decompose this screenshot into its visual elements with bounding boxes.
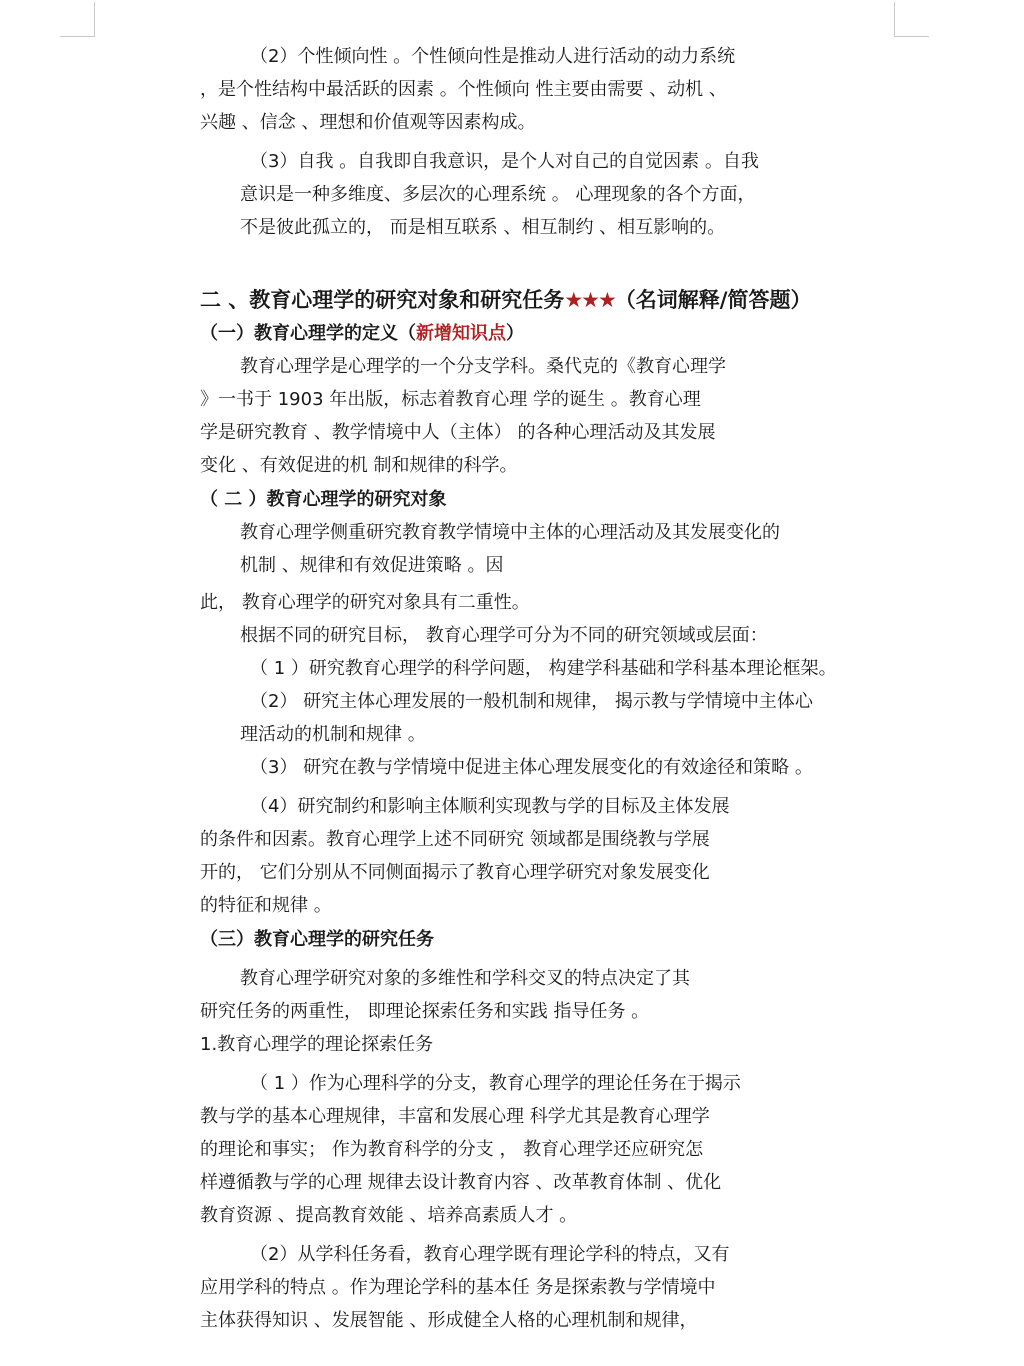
subsection-heading-definition: （一）教育心理学的定义（新增知识点） xyxy=(200,323,524,344)
importance-stars: ★★★ xyxy=(564,288,615,312)
paragraph-line: 不是彼此孤立的， 而是相互联系 、相互制约 、相互影响的。 xyxy=(240,217,726,238)
paragraph-line: （2）从学科任务看，教育心理学既有理论学科的特点，又有 xyxy=(250,1244,730,1265)
paragraph-line: 应用学科的特点 。作为理论学科的基本任 务是探索教与学情境中 xyxy=(200,1277,716,1298)
paragraph-line: 开的， 它们分别从不同侧面揭示了教育心理学研究对象发展变化 xyxy=(200,862,710,883)
paragraph-line: （2）个性倾向性 。个性倾向性是推动人进行活动的动力系统 xyxy=(250,46,736,67)
paragraph-line: 此， 教育心理学的研究对象具有二重性。 xyxy=(200,592,530,613)
paragraph-line: 根据不同的研究目标， 教育心理学可分为不同的研究领域或层面： xyxy=(240,625,768,646)
paragraph-line: 教育资源 、提高教育效能 、培养高素质人才 。 xyxy=(200,1205,578,1226)
paragraph-line: 的理论和事实； 作为教育科学的分支 ， 教育心理学还应研究怎 xyxy=(200,1139,704,1160)
paragraph-line: 机制 、规律和有效促进策略 。因 xyxy=(240,555,504,576)
section-heading xyxy=(200,284,900,316)
list-item: （3） 研究在教与学情境中促进主体心理发展变化的有效途径和策略 。 xyxy=(250,757,813,778)
paragraph-line: 的特征和规律 。 xyxy=(200,895,332,916)
paragraph-line: ，是个性结构中最活跃的因素 。个性倾向 性主要由需要 、动机 、 xyxy=(200,79,727,100)
page-corner-mark-right xyxy=(894,2,929,37)
section-title: 二 、教育心理学的研究对象和研究任务 xyxy=(200,288,565,312)
paragraph-line: 教与学的基本心理规律，丰富和发展心理 科学尤其是教育心理学 xyxy=(200,1106,710,1127)
document-page xyxy=(200,40,900,1337)
list-item: 理活动的机制和规律 。 xyxy=(240,724,426,745)
paragraph-line: 意识是一种多维度、多层次的心理系统 。 心理现象的各个方面， xyxy=(240,184,756,205)
new-point-label: 新增知识点 xyxy=(416,323,506,344)
paragraph-line: 样遵循教与学的心理 规律去设计教育内容 、改革教育体制 、优化 xyxy=(200,1172,722,1193)
paragraph-line: 学是研究教育 、教学情境中人（主体） 的各种心理活动及其发展 xyxy=(200,422,716,443)
paragraph-line: 的条件和因素。教育心理学上述不同研究 领域都是围绕教与学展 xyxy=(200,829,710,850)
paragraph-line: 教育心理学研究对象的多维性和学科交叉的特点决定了其 xyxy=(240,968,690,989)
list-item: （ 1 ）研究教育心理学的科学问题， 构建学科基础和学科基本理论框架。 xyxy=(250,658,837,679)
paragraph-line: （4）研究制约和影响主体顺利实现教与学的目标及主体发展 xyxy=(250,796,730,817)
task-subheading: 1.教育心理学的理论探索任务 xyxy=(200,1034,434,1055)
paragraph-line: 》一书于 1903 年出版，标志着教育心理 学的诞生 。教育心理 xyxy=(200,389,701,410)
paragraph-line: 主体获得知识 、发展智能 、形成健全人格的心理机制和规律， xyxy=(200,1310,698,1331)
subsection-heading-task: （三）教育心理学的研究任务 xyxy=(200,929,434,950)
paragraph-line: （3）自我 。自我即自我意识，是个人对自己的自觉因素 。自我 xyxy=(250,151,759,172)
page-corner-mark-left xyxy=(60,2,95,37)
paragraph-line: 兴趣 、信念 、理想和价值观等因素构成。 xyxy=(200,112,536,133)
section-title-suffix: （名词解释/简答题） xyxy=(614,288,812,312)
paragraph-line: 研究任务的两重性， 即理论探索任务和实践 指导任务 。 xyxy=(200,1001,650,1022)
list-item: （2） 研究主体心理发展的一般机制和规律， 揭示教与学情境中主体心 xyxy=(250,691,813,712)
paragraph-line: （ 1 ）作为心理科学的分支，教育心理学的理论任务在于揭示 xyxy=(250,1073,741,1094)
paragraph-line: 教育心理学侧重研究教育教学情境中主体的心理活动及其发展变化的 xyxy=(240,522,780,543)
paragraph-line: 变化 、有效促进的机 制和规律的科学。 xyxy=(200,455,518,476)
subsection-heading-object: （ 二 ）教育心理学的研究对象 xyxy=(200,489,447,510)
paragraph-line: 教育心理学是心理学的一个分支学科。桑代克的《教育心理学 xyxy=(240,356,726,377)
